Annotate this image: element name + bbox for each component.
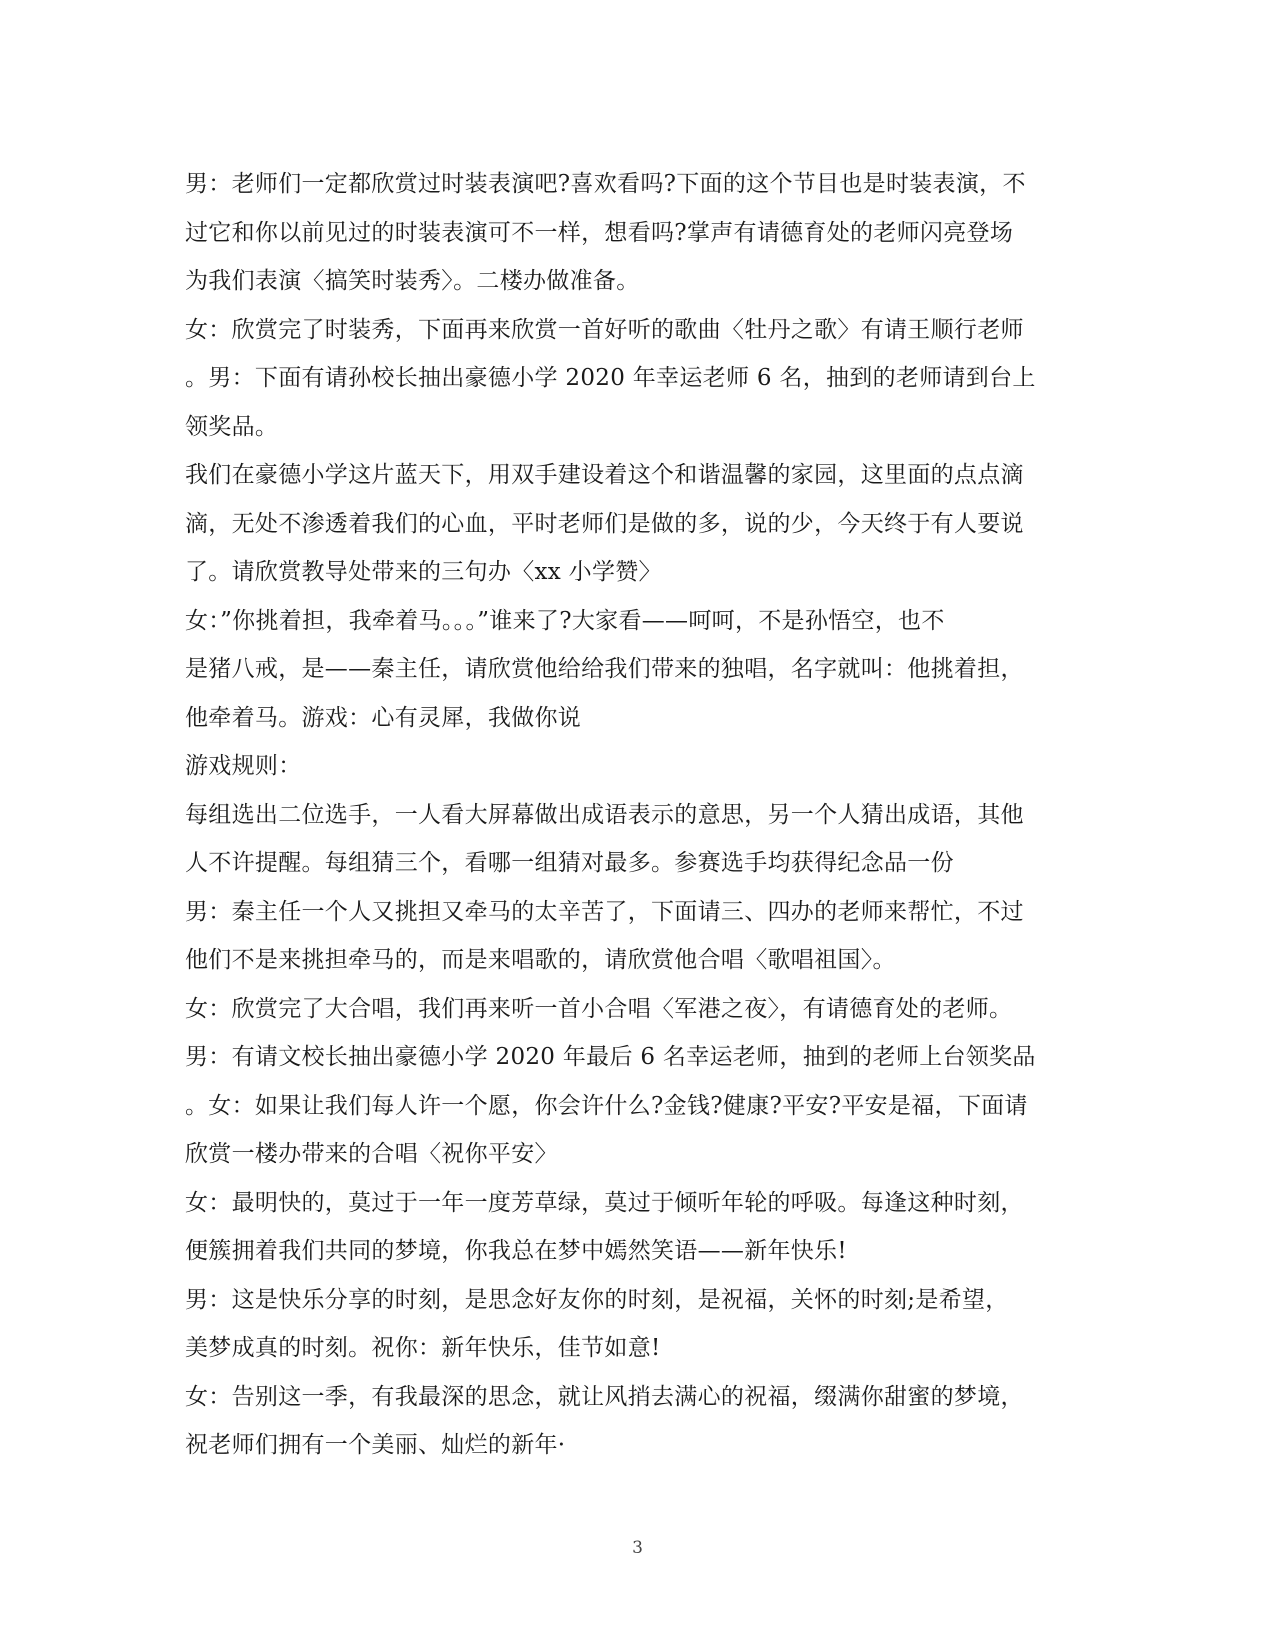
text-line: 欣赏一楼办带来的合唱〈祝你平安〉 (185, 1141, 558, 1167)
text-line: 是猪八戒，是——秦主任，请欣赏他给给我们带来的独唱，名字就叫：他挑着担， (185, 656, 1024, 682)
text-line: 女：欣赏完了时装秀，下面再来欣赏一首好听的歌曲〈牡丹之歌〉有请王顺行老师 (185, 316, 1024, 343)
text-line: 他牵着马。游戏：心有灵犀，我做你说 (185, 704, 582, 731)
text-line: 人不许提醒。每组猜三个，看哪一组猜对最多。参赛选手均获得纪念品一份 (185, 850, 954, 876)
text-line: 领奖品。 (185, 413, 279, 440)
document-body (185, 160, 1090, 1470)
text-line: 女：”你挑着担，我牵着马。。。”谁来了?大家看——呵呵，不是孙悟空，也不 (185, 607, 945, 634)
text-line: 男：秦主任一个人又挑担又牵马的太辛苦了，下面请三、四办的老师来帮忙，不过 (185, 898, 1024, 925)
text-line: 游戏规则： (185, 753, 302, 779)
text-line: 滴，无处不渗透着我们的心血，平时老师们是做的多，说的少，今天终于有人要说 (185, 510, 1024, 537)
text-line: 男：有请文校长抽出豪德小学 2020 年最后 6 名幸运老师，抽到的老师上台领奖品 (185, 1044, 1036, 1070)
text-line: 男：老师们一定都欣赏过时装表演吧?喜欢看吗?下面的这个节目也是时装表演，不 (185, 171, 1026, 197)
text-line: 。女：如果让我们每人许一个愿，你会许什么?金钱?健康?平安?平安是福，下面请 (185, 1092, 1028, 1119)
text-line: 便簇拥着我们共同的梦境，你我总在梦中嫣然笑语——新年快乐! (185, 1238, 847, 1264)
text-line: 男：这是快乐分享的时刻，是思念好友你的时刻，是祝福，关怀的时刻;是希望， (185, 1286, 1009, 1313)
text-line: 。男：下面有请孙校长抽出豪德小学 2020 年幸运老师 6 名，抽到的老师请到台上 (185, 365, 1036, 391)
text-line: 过它和你以前见过的时装表演可不一样，想看吗?掌声有请德育处的老师闪亮登场 (185, 219, 1014, 246)
text-line: 女：欣赏完了大合唱，我们再来听一首小合唱〈军港之夜〉，有请德育处的老师。 (185, 995, 1013, 1022)
text-line: 女：告别这一季，有我最深的思念，就让风捎去满心的祝福，缀满你甜蜜的梦境， (185, 1383, 1024, 1410)
text-line: 美梦成真的时刻。祝你：新年快乐，佳节如意! (185, 1335, 661, 1361)
text-line: 了。请欣赏教导处带来的三句办〈xx 小学赞〉 (185, 559, 662, 585)
text-line: 我们在豪德小学这片蓝天下，用双手建设着这个和谐温馨的家园，这里面的点点滴 (185, 462, 1024, 488)
page-number: 3 (632, 1538, 643, 1558)
text-line: 为我们表演〈搞笑时装秀〉。二楼办做准备。 (185, 268, 640, 294)
text-line: 女：最明快的，莫过于一年一度芳草绿，莫过于倾听年轮的呼吸。每逢这种时刻， (185, 1189, 1024, 1216)
text-line: 每组选出二位选手，一人看大屏幕做出成语表示的意思，另一个人猜出成语，其他 (185, 801, 1024, 828)
text-line: 祝老师们拥有一个美丽、灿烂的新年· (185, 1432, 566, 1458)
text-line: 他们不是来挑担牵马的，而是来唱歌的，请欣赏他合唱〈歌唱祖国〉。 (185, 947, 896, 973)
